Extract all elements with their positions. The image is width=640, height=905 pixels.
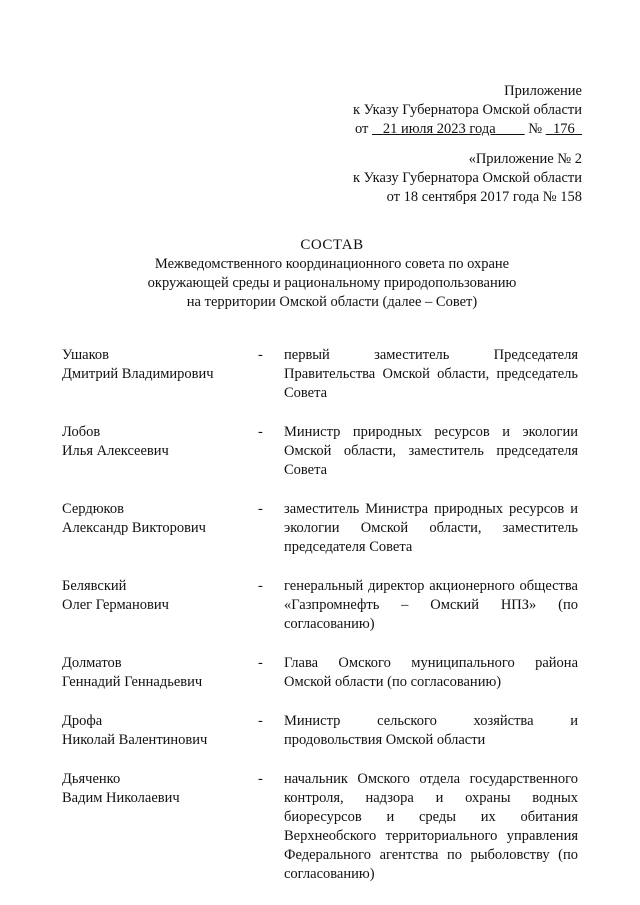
member-dash: -	[258, 655, 263, 671]
member-given-names: Николай Валентинович	[62, 732, 208, 748]
original-decree-reference: к Указу Губернатора Омской области	[352, 170, 582, 186]
council-members-list	[62, 346, 578, 904]
member-name	[62, 423, 258, 480]
member-role: Глава Омского муниципального района Омской области (по согласованию)	[284, 655, 578, 690]
member-surname: Сердюков	[62, 501, 124, 517]
date-underline-post	[496, 121, 525, 137]
date-prefix: от	[355, 121, 369, 137]
appendix-header	[353, 82, 582, 139]
decree-date-line	[353, 120, 582, 139]
member-row	[62, 423, 578, 480]
original-appendix-label: «Приложение № 2	[468, 151, 582, 167]
date-underline-pre	[372, 121, 383, 137]
member-row	[62, 346, 578, 403]
member-row	[62, 712, 578, 750]
member-surname: Белявский	[62, 578, 127, 594]
member-given-names: Вадим Николаевич	[62, 790, 180, 806]
decree-number: 176	[553, 121, 575, 137]
member-role: Министр сельского хозяйства и продовольствия Омской области	[284, 713, 578, 748]
member-role: генеральный директор акционерного общества «Газпромнефть – Омский НПЗ» (по согласованию)	[284, 578, 578, 632]
document-title	[0, 236, 640, 312]
member-row	[62, 654, 578, 692]
member-name	[62, 654, 258, 692]
member-dash: -	[258, 713, 263, 729]
member-dash: -	[258, 578, 263, 594]
member-role: Министр природных ресурсов и экологии Омской области, заместитель председателя Совета	[284, 424, 578, 478]
member-surname: Лобов	[62, 424, 101, 440]
title-line-4: на территории Омской области (далее – Совет)	[186, 294, 478, 310]
member-dash: -	[258, 424, 263, 440]
member-given-names: Геннадий Геннадьевич	[62, 674, 203, 690]
number-prefix: №	[528, 121, 543, 137]
number-underline-post	[575, 121, 582, 137]
member-surname: Дьяченко	[62, 771, 121, 787]
title-line-3: окружающей среды и рациональному природопользованию	[147, 275, 517, 291]
member-given-names: Александр Викторович	[62, 520, 206, 536]
member-name	[62, 500, 258, 557]
member-role: начальник Омского отдела государственного контроля, надзора и охраны водных биоресурсов и среды их обитания Верхнеобского территориального управления Федерального агентства по рыболовству (по согласованию)	[284, 771, 578, 882]
member-role: заместитель Министра природных ресурсов и экологии Омской области, заместитель председателя Совета	[284, 501, 578, 555]
member-surname: Дрофа	[62, 713, 103, 729]
member-given-names: Илья Алексеевич	[62, 443, 169, 459]
member-dash: -	[258, 347, 263, 363]
member-row	[62, 500, 578, 557]
member-row	[62, 770, 578, 884]
member-name	[62, 577, 258, 634]
member-dash: -	[258, 771, 263, 787]
member-name	[62, 770, 258, 884]
member-row	[62, 577, 578, 634]
original-decree-date: от 18 сентября 2017 года № 158	[386, 189, 582, 205]
number-underline-pre	[546, 121, 553, 137]
original-appendix-header	[353, 150, 582, 207]
member-surname: Ушаков	[62, 347, 109, 363]
member-name	[62, 712, 258, 750]
member-given-names: Олег Германович	[62, 597, 169, 613]
member-role: первый заместитель Председателя Правительства Омской области, председатель Совета	[284, 347, 578, 401]
member-name	[62, 346, 258, 403]
decree-date: 21 июля 2023 года	[382, 121, 496, 137]
member-surname: Долматов	[62, 655, 122, 671]
member-given-names: Дмитрий Владимирович	[62, 366, 214, 382]
decree-reference: к Указу Губернатора Омской области	[352, 102, 582, 118]
title-heading: СОСТАВ	[300, 237, 364, 253]
appendix-label: Приложение	[504, 83, 582, 99]
title-line-2: Межведомственного координационного совета по охране	[154, 256, 510, 272]
member-dash: -	[258, 501, 263, 517]
